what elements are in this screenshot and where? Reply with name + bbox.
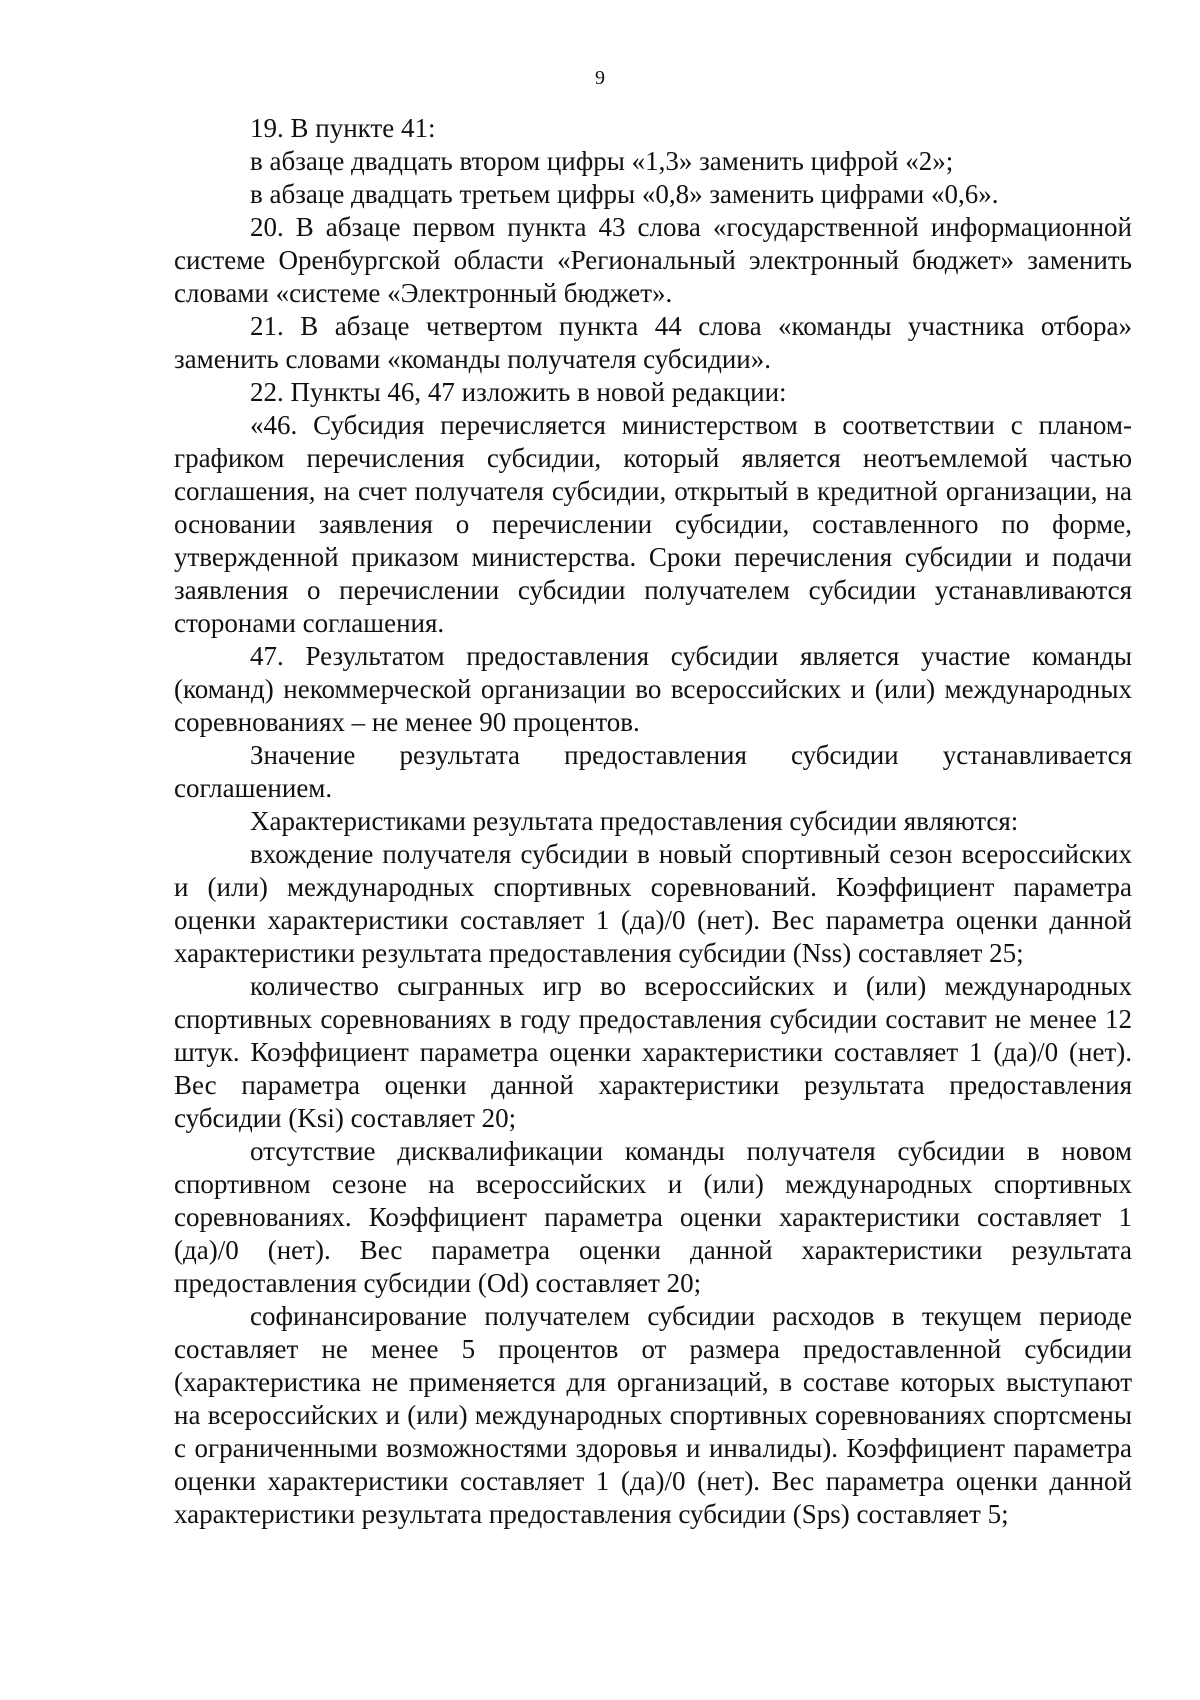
- document-body: [174, 112, 1132, 1531]
- paragraph-point-47: 47. Результатом предоставления субсидии является участие команды (команд) некоммерческой организации во всероссийских и (или) международных соревнованиях – не менее 90 процентов.: [174, 641, 1132, 737]
- paragraph-point-46: «46. Субсидия перечисляется министерством в соответствии с планом-графиком перечисления субсидии, который является неотъемлемой частью соглашения, на счет получателя субсидии, открытый в кредитной организации, на основании заявления о перечислении субсидии, составленного по форме, утвержденной приказом министерства. Сроки перечисления субсидии и подачи заявления о перечислении субсидии получателем субсидии устанавливаются сторонами соглашения.: [174, 410, 1132, 638]
- paragraph-item-22: 22. Пункты 46, 47 изложить в новой редакции:: [250, 377, 787, 407]
- paragraph-result-value: Значение результата предоставления субсидии устанавливается соглашением.: [174, 740, 1132, 803]
- page-number: 9: [595, 67, 605, 89]
- paragraph-item-19-abzac-23: в абзаце двадцать третьем цифры «0,8» заменить цифрами «0,6».: [250, 179, 999, 209]
- paragraph-item-19-heading: 19. В пункте 41:: [250, 113, 436, 143]
- paragraph-characteristics-intro: Характеристиками результата предоставления субсидии являются:: [250, 806, 1019, 836]
- paragraph-item-21: 21. В абзаце четвертом пункта 44 слова «команды участника отбора» заменить словами «команды получателя субсидии».: [174, 311, 1132, 374]
- paragraph-item-20: 20. В абзаце первом пункта 43 слова «государственной информационной системе Оренбургской области «Региональный электронный бюджет» заменить словами «системе «Электронный бюджет».: [174, 212, 1132, 308]
- paragraph-characteristic-sps: софинансирование получателем субсидии расходов в текущем периоде составляет не менее 5 процентов от размера предоставленной субсидии (характеристика не применяется для организаций, в составе которых выступают на всероссийских и (или) международных спортивных соревнованиях спортсмены с ограниченными возможностями здоровья и инвалиды). Коэффициент параметра оценки характеристики составляет 1 (да)/0 (нет). Вес параметра оценки данной характеристики результата предоставления субсидии (Sps) составляет 5;: [174, 1301, 1132, 1529]
- paragraph-characteristic-nss: вхождение получателя субсидии в новый спортивный сезон всероссийских и (или) международных спортивных соревнований. Коэффициент параметра оценки характеристики составляет 1 (да)/0 (нет). Вес параметра оценки данной характеристики результата предоставления субсидии (Nss) составляет 25;: [174, 839, 1132, 968]
- paragraph-characteristic-ksi: количество сыгранных игр во всероссийских и (или) международных спортивных соревнованиях в году предоставления субсидии составит не менее 12 штук. Коэффициент параметра оценки характеристики составляет 1 (да)/0 (нет). Вес параметра оценки данной характеристики результата предоставления субсидии (Ksi) составляет 20;: [174, 971, 1132, 1133]
- paragraph-item-19-abzac-22: в абзаце двадцать втором цифры «1,3» заменить цифрой «2»;: [250, 146, 954, 176]
- paragraph-characteristic-od: отсутствие дисквалификации команды получателя субсидии в новом спортивном сезоне на всероссийских и (или) международных спортивных соревнованиях. Коэффициент параметра оценки характеристики составляет 1 (да)/0 (нет). Вес параметра оценки данной характеристики результата предоставления субсидии (Od) составляет 20;: [174, 1136, 1132, 1298]
